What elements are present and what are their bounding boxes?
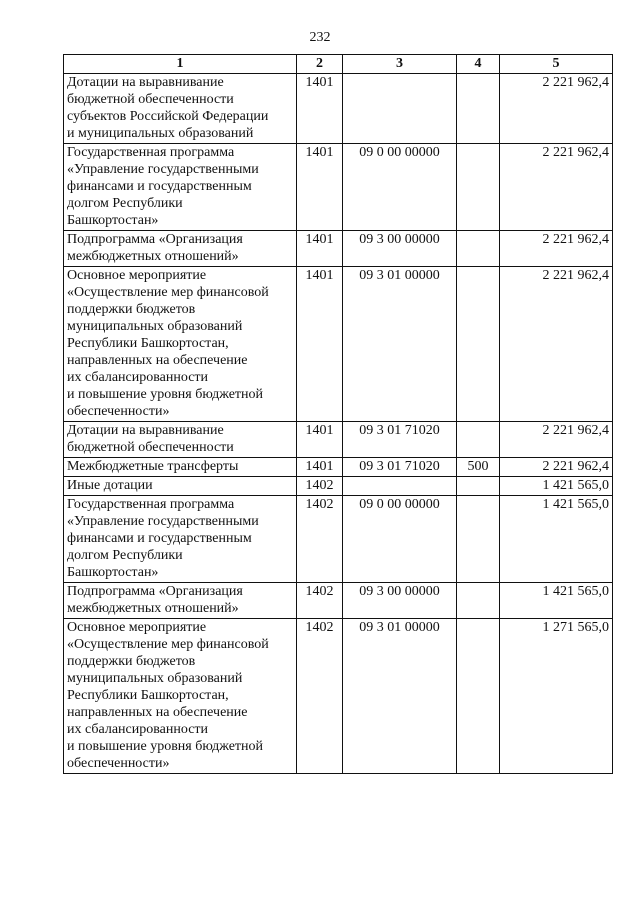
row-code: 1402 (297, 496, 343, 583)
row-name-line: финансами и государственным (67, 531, 252, 546)
row-name-line: Республики Башкортостан, (67, 688, 229, 703)
row-target-article: 09 3 00 00000 (343, 583, 457, 619)
row-target-article: 09 3 01 71020 (343, 422, 457, 458)
row-expense-type (457, 477, 500, 496)
row-amount: 1 271 565,0 (500, 619, 613, 774)
row-code: 1402 (297, 477, 343, 496)
row-name-line: «Осуществление мер финансовой (67, 637, 269, 652)
row-code: 1401 (297, 74, 343, 144)
row-name-line: поддержки бюджетов (67, 302, 196, 317)
row-name-line: бюджетной обеспеченности (67, 92, 234, 107)
row-name-line: межбюджетных отношений» (67, 601, 239, 616)
table-row (64, 144, 613, 231)
row-name-line: и повышение уровня бюджетной (67, 739, 264, 754)
table-row (64, 422, 613, 458)
header-col-5: 5 (500, 55, 613, 74)
table-header-row (64, 55, 613, 74)
table-row (64, 583, 613, 619)
row-code: 1401 (297, 231, 343, 267)
row-expense-type (457, 231, 500, 267)
row-name (64, 144, 297, 231)
row-name (64, 422, 297, 458)
row-code: 1401 (297, 422, 343, 458)
row-name-line: направленных на обеспечение (67, 353, 248, 368)
row-name (64, 619, 297, 774)
row-name-line: обеспеченности» (67, 404, 170, 419)
row-name-line: субъектов Российской Федерации (67, 109, 269, 124)
row-name-line: межбюджетных отношений» (67, 249, 239, 264)
row-name-line: обеспеченности» (67, 756, 170, 771)
row-name-line: «Осуществление мер финансовой (67, 285, 269, 300)
row-name-line: «Управление государственными (67, 162, 259, 177)
row-code: 1402 (297, 619, 343, 774)
table-row (64, 74, 613, 144)
row-target-article: 09 3 00 00000 (343, 231, 457, 267)
row-code: 1401 (297, 458, 343, 477)
row-target-article: 09 0 00 00000 (343, 496, 457, 583)
row-target-article: 09 3 01 71020 (343, 458, 457, 477)
row-name-line: Башкортостан» (67, 213, 159, 228)
row-name-line: Государственная программа (67, 497, 235, 512)
row-name-line: Башкортостан» (67, 565, 159, 580)
row-expense-type (457, 583, 500, 619)
page-number: 232 (309, 30, 331, 45)
row-name-line: направленных на обеспечение (67, 705, 248, 720)
row-target-article (343, 477, 457, 496)
row-name-line: и муниципальных образований (67, 126, 254, 141)
header-col-3: 3 (343, 55, 457, 74)
row-code: 1401 (297, 144, 343, 231)
row-name-line: бюджетной обеспеченности (67, 440, 234, 455)
row-target-article: 09 3 01 00000 (343, 619, 457, 774)
row-code: 1401 (297, 267, 343, 422)
row-amount: 2 221 962,4 (500, 231, 613, 267)
row-name-line: Дотации на выравнивание (67, 423, 224, 438)
header-col-1: 1 (64, 55, 297, 74)
row-name (64, 267, 297, 422)
row-name (64, 477, 297, 496)
row-target-article: 09 3 01 00000 (343, 267, 457, 422)
row-name-line: Иные дотации (67, 478, 153, 493)
table-row (64, 477, 613, 496)
row-name-line: Основное мероприятие (67, 268, 207, 283)
row-name-line: их сбалансированности (67, 722, 209, 737)
row-amount: 1 421 565,0 (500, 477, 613, 496)
row-name-line: Подпрограмма «Организация (67, 584, 243, 599)
row-name-line: поддержки бюджетов (67, 654, 196, 669)
row-amount: 1 421 565,0 (500, 583, 613, 619)
row-name (64, 458, 297, 477)
row-name (64, 496, 297, 583)
row-expense-type (457, 74, 500, 144)
table-row (64, 267, 613, 422)
row-name-line: долгом Республики (67, 196, 183, 211)
row-name-line: Дотации на выравнивание (67, 75, 224, 90)
row-name (64, 231, 297, 267)
row-name-line: «Управление государственными (67, 514, 259, 529)
table-body (64, 74, 613, 774)
row-name-line: Государственная программа (67, 145, 235, 160)
row-name-line: их сбалансированности (67, 370, 209, 385)
row-name-line: муниципальных образований (67, 319, 243, 334)
table-row (64, 619, 613, 774)
row-name-line: Подпрограмма «Организация (67, 232, 243, 247)
table-row (64, 231, 613, 267)
row-code: 1402 (297, 583, 343, 619)
row-expense-type (457, 144, 500, 231)
row-amount: 2 221 962,4 (500, 144, 613, 231)
row-target-article: 09 0 00 00000 (343, 144, 457, 231)
row-expense-type (457, 422, 500, 458)
row-target-article (343, 74, 457, 144)
row-name-line: муниципальных образований (67, 671, 243, 686)
header-col-4: 4 (457, 55, 500, 74)
row-amount: 2 221 962,4 (500, 422, 613, 458)
row-expense-type (457, 496, 500, 583)
row-name-line: Основное мероприятие (67, 620, 207, 635)
row-name-line: финансами и государственным (67, 179, 252, 194)
row-name-line: Республики Башкортостан, (67, 336, 229, 351)
row-name-line: долгом Республики (67, 548, 183, 563)
row-amount: 2 221 962,4 (500, 458, 613, 477)
row-name-line: Межбюджетные трансферты (67, 459, 239, 474)
row-amount: 2 221 962,4 (500, 74, 613, 144)
row-expense-type (457, 267, 500, 422)
row-name-line: и повышение уровня бюджетной (67, 387, 264, 402)
budget-table (63, 54, 613, 774)
table-row (64, 458, 613, 477)
header-col-2: 2 (297, 55, 343, 74)
row-name (64, 583, 297, 619)
row-amount: 1 421 565,0 (500, 496, 613, 583)
row-expense-type: 500 (457, 458, 500, 477)
row-name (64, 74, 297, 144)
table-row (64, 496, 613, 583)
row-amount: 2 221 962,4 (500, 267, 613, 422)
row-expense-type (457, 619, 500, 774)
